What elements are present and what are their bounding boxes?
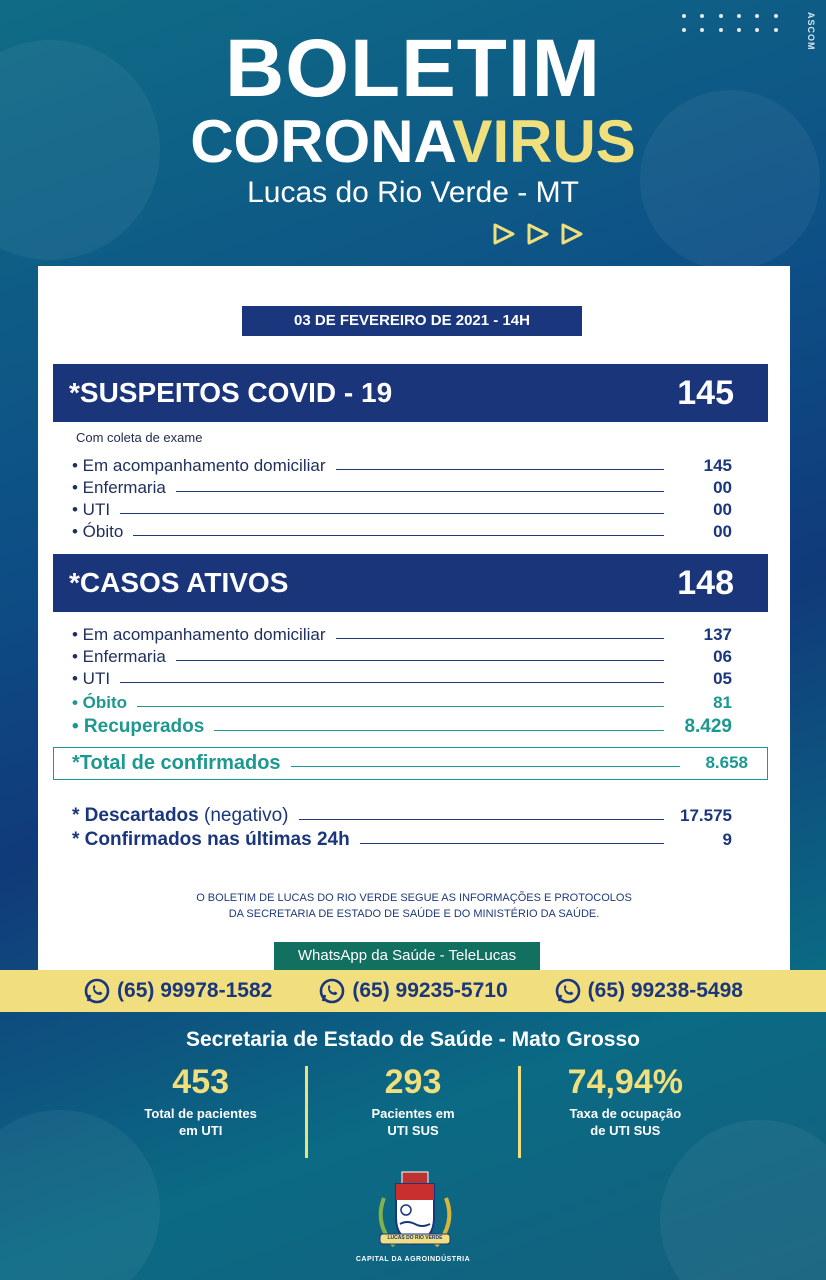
crest-caption: CAPITAL DA AGROINDÚSTRIA (355, 1256, 471, 1263)
list-item: • UTI 05 (72, 669, 732, 688)
phone-number[interactable]: (65) 99235-5710 (318, 977, 507, 1005)
stat-ocupacao: 74,94% Taxa de ocupação de UTI SUS (567, 1063, 683, 1139)
state-secretaria-title: Secretaria de Estado de Saúde - Mato Grosso (186, 1028, 640, 1051)
title-virus: VIRUS (452, 108, 636, 175)
phone-number[interactable]: (65) 99238-5498 (554, 977, 743, 1005)
list-item: • UTI 00 (72, 500, 732, 519)
corner-tag: ASCOM (806, 12, 816, 51)
list-item: • Óbito 00 (72, 522, 732, 541)
title-boletim: BOLETIM (225, 23, 601, 114)
list-item: • Enfermaria 06 (72, 647, 732, 666)
total-confirmados-row: *Total de confirmados 8.658 (72, 751, 748, 774)
crest-ribbon: LUCAS DO RIO VERDE (387, 1235, 443, 1241)
protocol-note: O BOLETIM DE LUCAS DO RIO VERDE SEGUE AS INFORMAÇÕES E PROTOCOLOS DA SECRETARIA DE ESTADO DE SAÚDE E DO MINISTÉRIO DA SAÚDE. (196, 892, 632, 920)
date-badge: 03 DE FEVEREIRO DE 2021 - 14H (242, 306, 582, 336)
whatsapp-icon (83, 977, 111, 1005)
suspeitos-header (53, 364, 768, 422)
list-item: • Em acompanhamento domiciliar 137 (72, 625, 732, 644)
list-item: • Em acompanhamento domiciliar 145 (72, 456, 732, 475)
ativos-total: 148 (677, 564, 734, 602)
ativos-header (53, 554, 768, 612)
phone-bar (0, 970, 826, 1012)
state-stats (96, 1064, 730, 1160)
bulletin-card (38, 266, 790, 974)
descartados-row: * Descartados (negativo) 17.575 (72, 805, 732, 826)
municipal-crest-icon (370, 1168, 460, 1258)
stat-uti-sus: 293 Pacientes em UTI SUS (371, 1063, 455, 1139)
suspeitos-total: 145 (677, 374, 734, 412)
list-item: • Óbito 81 (72, 693, 732, 712)
total-confirmados-box (53, 747, 768, 780)
whatsapp-icon (318, 977, 346, 1005)
stat-uti-total: 453 Total de pacientes em UTI (144, 1063, 257, 1139)
suspeitos-label: *SUSPEITOS COVID - 19 (69, 377, 393, 408)
confirmados-24h-row: * Confirmados nas últimas 24h 9 (72, 829, 732, 850)
suspeitos-note: Com coleta de exame (76, 430, 203, 445)
list-item: • Recuperados 8.429 (72, 716, 732, 737)
whatsapp-label: WhatsApp da Saúde - TeleLucas (274, 942, 540, 970)
location-subtitle: Lucas do Rio Verde - MT (247, 176, 579, 209)
whatsapp-icon (554, 977, 582, 1005)
title-corona: CORONA (190, 108, 453, 175)
phone-number[interactable]: (65) 99978-1582 (83, 977, 272, 1005)
play-arrows-icon (492, 222, 584, 246)
list-item: • Enfermaria 00 (72, 478, 732, 497)
title-coronavirus (0, 108, 826, 175)
ativos-label: *CASOS ATIVOS (69, 567, 289, 598)
